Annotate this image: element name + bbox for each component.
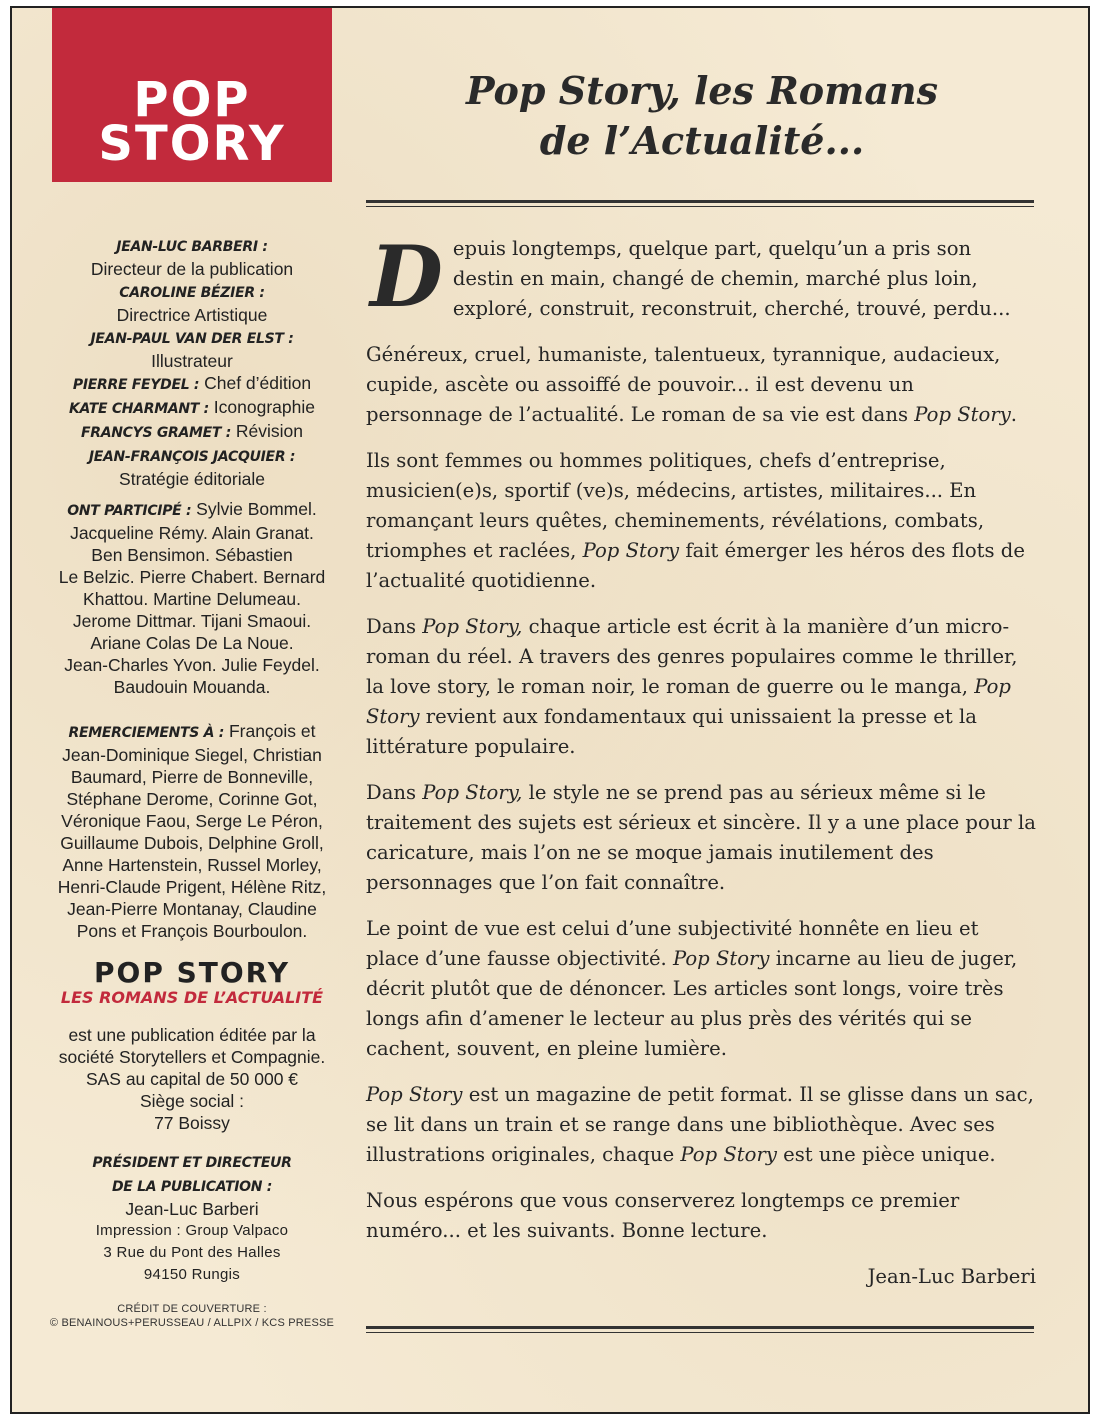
paragraph-6 xyxy=(366,914,1036,1064)
paragraph-3 xyxy=(366,446,1036,596)
staff-name: KATE CHARMANT : xyxy=(68,401,209,417)
headline-line-1: Pop Story, les Romans xyxy=(466,68,938,113)
magazine-page xyxy=(10,6,1090,1414)
staff-name: JEAN-PAUL VAN DER ELST : xyxy=(90,331,294,347)
brand-block xyxy=(34,958,350,1008)
paragraph-5 xyxy=(366,778,1036,898)
brand-title: POP STORY xyxy=(94,956,290,989)
staff-role: Directeur de la publication xyxy=(90,259,294,279)
staff-name: JEAN-LUC BARBERI : xyxy=(116,239,268,255)
headline-line-2: de l’Actualité... xyxy=(539,118,865,163)
magazine-name: Pop Story xyxy=(680,1143,777,1166)
staff-role: Illustrateur xyxy=(151,351,233,371)
paragraph-text: Nous espérons que vous conserverez longtemps ce premier numéro... et les suivants. Bonne lecture. xyxy=(366,1189,960,1242)
paragraph-8 xyxy=(366,1186,1036,1246)
staff-role: Stratégie éditoriale xyxy=(119,469,265,489)
contributors-label: ONT PARTICIPÉ : xyxy=(67,503,192,519)
thanks-line: Anne Hartenstein, Russel Morley, xyxy=(62,855,322,875)
magazine-name: Pop Story xyxy=(366,675,1011,728)
paragraph-text: le style ne se prend pas au sérieux même si le traitement des sujets est sérieux et sincère. Il y a une place pour la caricature, mais l’on ne se moque jamais inutilement des personnages que l’on fait connaître. xyxy=(366,781,1036,894)
printing-line: 94150 Rungis xyxy=(143,1266,241,1283)
contributor-line: Le Belzic. Pierre Chabert. Bernard xyxy=(58,567,326,587)
brand-subtitle: LES ROMANS DE L’ACTUALITÉ xyxy=(60,988,324,1007)
cover-credit-value: © BENAINOUS+PERUSSEAU / ALLPIX / KCS PRESSE xyxy=(49,1317,335,1329)
magazine-name: Pop Story, xyxy=(422,615,523,638)
president-info xyxy=(34,1150,350,1286)
staff-name: PIERRE FEYDEL : xyxy=(72,377,200,393)
thanks-line: Henri-Claude Prigent, Hélène Ritz, xyxy=(57,877,327,897)
thanks-line: Jean-Dominique Siegel, Christian xyxy=(62,745,322,765)
paragraph-text: Le point de vue est celui d’une subjectivité honnête en lieu et place d’une fausse objectivité. xyxy=(366,917,979,970)
contributor-line: Jacqueline Rémy. Alain Granat. xyxy=(70,523,314,543)
thanks-line: Véronique Faou, Serge Le Péron, xyxy=(61,811,323,831)
logo-line-1: POP xyxy=(133,72,251,128)
magazine-name: Pop Story xyxy=(673,947,770,970)
contributors-credits xyxy=(34,498,350,698)
paragraph-text: Dans xyxy=(366,615,423,638)
paragraph-2 xyxy=(366,340,1036,430)
contributor-line: Baudouin Mouanda. xyxy=(113,677,271,697)
contributor-line: Ariane Colas De La Noue. xyxy=(90,633,294,653)
staff-role: Iconographie xyxy=(208,397,315,417)
thanks-label: REMERCIEMENTS À : xyxy=(68,725,225,741)
president-name: Jean-Luc Barberi xyxy=(125,1199,259,1219)
thanks-line: Pons et François Bourboulon. xyxy=(76,921,308,941)
thanks-line: Guillaume Dubois, Delphine Groll, xyxy=(60,833,324,853)
magazine-name: Pop Story xyxy=(914,403,1011,426)
paragraph-text: Généreux, cruel, humaniste, talentueux, tyrannique, audacieux, cupide, ascète ou assoiffé de pouvoir... il est devenu un personnage de l’actualité. Le roman de sa vie est dans xyxy=(366,343,1001,426)
headline xyxy=(372,66,1032,166)
paragraph-4 xyxy=(366,612,1036,762)
staff-name: JEAN-FRANÇOIS JACQUIER : xyxy=(88,449,296,465)
signature: Jean-Luc Barberi xyxy=(867,1265,1036,1288)
top-double-rule xyxy=(366,200,1034,203)
paragraph-text: revient aux fondamentaux qui unissaient la presse et la littérature populaire. xyxy=(366,705,977,758)
contributor-line: Jerome Dittmar. Tijani Smaoui. xyxy=(72,611,312,631)
paragraph-text: est une pièce unique. xyxy=(776,1143,996,1166)
cover-credit xyxy=(34,1302,350,1330)
paragraph-text: . xyxy=(1010,403,1018,426)
paragraph-1 xyxy=(366,227,1036,326)
logo-line-2: STORY xyxy=(98,116,286,172)
printing-line: Impression : Group Valpaco xyxy=(95,1222,289,1239)
staff-role: Révision xyxy=(231,421,304,441)
paragraph-text: Ils sont femmes ou hommes politiques, chefs d’entreprise, musicien(e)s, sportif (ve)s, médecins, artistes, militaires... En romançant leurs quêtes, cheminements, révélations, combats, triomphes et raclées, xyxy=(366,449,985,562)
publisher-line: société Storytellers et Compagnie. xyxy=(58,1047,326,1067)
contributor-line: Sylvie Bommel. xyxy=(191,499,317,519)
publisher-line: 77 Boissy xyxy=(154,1113,230,1133)
president-label: PRÉSIDENT ET DIRECTEUR xyxy=(92,1155,292,1171)
magazine-name: Pop Story xyxy=(582,539,680,562)
paragraph-text: chaque article est écrit à la manière d’un micro-roman du réel. A travers des genres populaires comme le thriller, la love story, le roman noir, le roman de guerre ou le manga, xyxy=(366,615,1018,698)
bottom-double-rule xyxy=(366,1326,1034,1329)
publisher-line: Siège social : xyxy=(139,1091,245,1111)
publisher-line: est une publication éditée par la xyxy=(68,1025,316,1045)
staff-name: FRANCYS GRAMET : xyxy=(80,425,232,441)
thanks-line: Stéphane Derome, Corinne Got, xyxy=(66,789,318,809)
editorial-article xyxy=(366,227,1036,1308)
contributor-line: Jean-Charles Yvon. Julie Feydel. xyxy=(64,655,320,675)
publisher-info xyxy=(34,1024,350,1134)
magazine-name: Pop Story xyxy=(366,1083,463,1106)
staff-name: CAROLINE BÉZIER : xyxy=(119,285,265,301)
paragraph-text: incarne au lieu de juger, décrit plutôt que de dénoncer. Les articles sont longs, voire très longs afin d’amener le lecteur au plus près des vérités qui se cachent, souvent, en pleine lumière. xyxy=(366,947,1018,1060)
publisher-line: SAS au capital de 50 000 € xyxy=(85,1069,299,1089)
magazine-name: Pop Story, xyxy=(422,781,523,804)
staff-role: Chef d’édition xyxy=(199,373,312,393)
paragraph-text: est un magazine de petit format. Il se glisse dans un sac, se lit dans un train et se range dans une bibliothèque. Avec ses illustrations originales, chaque xyxy=(366,1083,1034,1166)
paragraph-text: Dans xyxy=(366,781,423,804)
pop-story-logo xyxy=(52,8,332,182)
contributor-line: Ben Bensimon. Sébastien xyxy=(91,545,293,565)
thanks-line: François et xyxy=(224,721,316,741)
staff-credits xyxy=(34,234,350,490)
thanks-line: Baumard, Pierre de Bonneville, xyxy=(70,767,314,787)
paragraph-7 xyxy=(366,1080,1036,1170)
contributor-line: Khattou. Martine Delumeau. xyxy=(83,589,301,609)
paragraph-text: fait émerger les héros des flots de l’actualité quotidienne. xyxy=(366,539,1025,592)
drop-cap: D xyxy=(370,227,443,326)
president-label: DE LA PUBLICATION : xyxy=(111,1179,273,1195)
thanks-credits xyxy=(34,720,350,942)
cover-credit-label: CRÉDIT DE COUVERTURE : xyxy=(117,1303,267,1315)
printing-line: 3 Rue du Pont des Halles xyxy=(103,1244,281,1261)
thanks-line: Jean-Pierre Montanay, Claudine xyxy=(67,899,317,919)
staff-role: Directrice Artistique xyxy=(116,305,268,325)
paragraph-text: epuis longtemps, quelque part, quelqu’un a pris son destin en main, changé de chemin, marché plus loin, exploré, construit, reconstruit, cherché, trouvé, perdu... xyxy=(452,237,1011,320)
